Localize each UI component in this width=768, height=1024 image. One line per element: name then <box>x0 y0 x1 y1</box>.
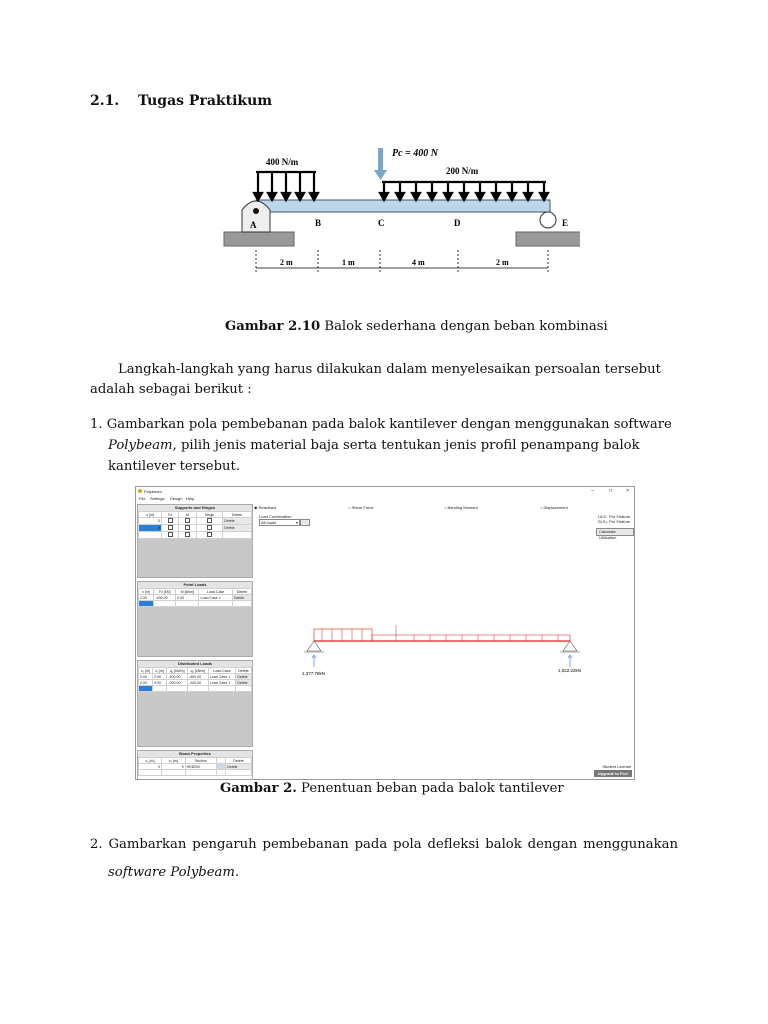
paragraph-line: adalah sebagai berikut : <box>90 382 252 397</box>
sls-value: Pro Feature <box>609 519 631 524</box>
pin-hole <box>253 208 259 214</box>
beam-diagram <box>220 140 580 280</box>
col-header: x [m] <box>139 589 154 595</box>
menu-file[interactable]: File <box>139 496 146 501</box>
list-item-1-line <box>108 435 640 456</box>
cell[interactable]: -400.00 <box>167 674 188 680</box>
reaction-arrows <box>312 655 572 667</box>
maximize-button[interactable]: □ <box>608 488 612 494</box>
cell[interactable]: 9 <box>139 525 162 532</box>
left-panel <box>137 504 253 780</box>
col-header: Delete <box>236 668 252 674</box>
hinge-checkbox[interactable] <box>207 525 212 530</box>
col-header: Load Case <box>208 668 235 674</box>
app-title: Polybeam <box>144 489 162 494</box>
ground-right <box>516 232 580 246</box>
cell[interactable]: 0 <box>139 518 162 525</box>
calculate-utilization-button[interactable]: Calculate Utilization <box>596 528 634 536</box>
license-label: Student License <box>602 764 631 769</box>
cell[interactable]: 0 <box>139 764 162 770</box>
utilization-info <box>598 514 630 524</box>
section-number: 2.1. <box>90 93 120 109</box>
point-loads-table <box>138 588 252 607</box>
udl-right-arrows <box>380 182 548 200</box>
span-label: 2 m <box>496 258 509 267</box>
hinge-checkbox[interactable] <box>207 532 212 537</box>
software-name: software Polybeam <box>108 865 235 880</box>
delete-button[interactable]: Delete <box>236 674 252 680</box>
beam-properties-panel <box>137 750 253 780</box>
refresh-button[interactable] <box>300 519 310 526</box>
cell[interactable]: 0.00 <box>176 595 199 601</box>
list-item-text: , pilih jenis material baja serta tentukan jenis profil penampang balok <box>172 438 640 453</box>
beam-properties-title: Beam Properties <box>138 751 252 757</box>
cell[interactable]: 2.00 <box>153 674 167 680</box>
col-header: x₂ [m] <box>153 668 167 674</box>
radio-label: Shear Force <box>351 505 374 510</box>
radio-label: Reactions <box>258 505 277 510</box>
cell[interactable]: HEB200 <box>185 764 217 770</box>
upgrade-button[interactable]: Upgrade to Pro! <box>594 770 632 777</box>
span-labels <box>280 258 509 267</box>
list-item-2-line: 2. Gambarkan pengaruh pembebanan pada pola defleksi balok dengan menggunakan <box>90 837 678 852</box>
span-label: 4 m <box>412 258 425 267</box>
caption-label: Gambar 2. <box>220 781 297 796</box>
point-label-c: C <box>378 218 385 228</box>
cell[interactable]: Load Case 1 <box>208 674 235 680</box>
point-label-e: E <box>562 218 569 228</box>
table-row[interactable] <box>139 532 252 539</box>
distributed-loads-panel <box>137 660 253 747</box>
delete-button[interactable]: Delete <box>226 764 252 770</box>
radio-label: Bending Moment <box>447 505 478 510</box>
span-label: 1 m <box>342 258 355 267</box>
point-load-label: Pc = 400 N <box>392 148 438 159</box>
software-name: Polybeam <box>108 438 173 453</box>
section-heading <box>90 93 272 109</box>
figure-caption-2 <box>220 781 564 796</box>
col-header: M [kNm] <box>176 589 199 595</box>
ground-left <box>224 232 294 246</box>
close-button[interactable]: × <box>626 488 629 494</box>
point-labels <box>250 218 568 230</box>
cell[interactable]: -200.00 <box>167 680 188 686</box>
sls-label: SLS₁: <box>598 519 609 524</box>
distributed-load-diagram <box>314 629 570 641</box>
udl-left-arrows <box>254 172 318 200</box>
m-checkbox[interactable] <box>185 525 190 530</box>
col-header: M <box>179 512 196 518</box>
udl-right-label: 200 N/m <box>446 166 479 176</box>
point-loads-panel <box>137 581 253 657</box>
radio-reactions[interactable]: ◉ Reactions <box>254 505 277 510</box>
distributed-loads-title: Distributed Loads <box>138 661 252 667</box>
supports-title: Supports and Hinges <box>138 505 252 511</box>
col-header: x₁ [m] <box>139 668 153 674</box>
radio-displacement[interactable]: ○ Displacement <box>540 505 568 510</box>
uls-label: ULS: <box>598 514 607 519</box>
cell[interactable]: Load Case 1 <box>208 680 235 686</box>
radio-bending-moment[interactable]: ○ Bending Moment <box>444 505 478 510</box>
reaction-left-label: 1,377.78kN <box>302 671 326 676</box>
section-title: Tugas Praktikum <box>138 93 273 109</box>
table-row[interactable] <box>139 518 252 525</box>
table-row[interactable] <box>139 686 252 692</box>
cell[interactable]: 0.00 <box>139 674 153 680</box>
list-item-2-line <box>108 862 239 883</box>
hinge-checkbox[interactable] <box>207 518 212 523</box>
load-arrows <box>322 625 558 641</box>
list-item-1-line: 1. Gambarkan pola pembebanan pada balok kantilever dengan menggunakan software <box>90 417 672 432</box>
supports-panel <box>137 504 253 578</box>
point-label-d: D <box>454 218 461 228</box>
roller-support-e <box>540 212 556 228</box>
cell[interactable]: -200.00 <box>187 680 208 686</box>
table-row[interactable] <box>139 601 252 607</box>
m-checkbox[interactable] <box>185 518 190 523</box>
polybeam-screenshot <box>135 486 635 780</box>
caption-text: Balok sederhana dengan beban kombinasi <box>320 319 608 334</box>
fz-checkbox[interactable] <box>168 525 173 530</box>
point-label-a: A <box>250 220 257 230</box>
load-combination-value: All loads <box>261 520 277 525</box>
col-header: x₂ [m] <box>162 758 185 764</box>
point-load-shaft <box>378 148 383 172</box>
cell[interactable]: -400.00 <box>154 595 176 601</box>
col-header: Hinge <box>196 512 223 518</box>
point-label-b: B <box>315 218 322 228</box>
supports-table <box>138 511 252 539</box>
menu-settings[interactable]: Settings <box>150 496 165 501</box>
menu-help[interactable]: Help <box>186 496 195 501</box>
beam-properties-table <box>138 757 252 776</box>
cell[interactable]: 2.00 <box>139 595 154 601</box>
col-header: Delete <box>226 758 252 764</box>
list-item-text: . <box>234 865 240 880</box>
list-item-1-line: kantilever tersebut. <box>108 459 241 474</box>
col-header: x₁ [m] <box>139 758 162 764</box>
point-load-arrowhead <box>374 170 387 180</box>
minimize-button[interactable]: – <box>591 488 594 494</box>
udl-left-label: 400 N/m <box>266 157 299 167</box>
cell[interactable]: Load Case 1 <box>199 595 232 601</box>
delete-button[interactable]: Delete <box>232 595 251 601</box>
table-row[interactable] <box>139 525 252 532</box>
col-header: Delete <box>223 512 252 518</box>
col-header: q₁ [kN/m] <box>167 668 188 674</box>
delete-button[interactable]: Delete <box>236 680 252 686</box>
col-header: x [m] <box>139 512 162 518</box>
fz-checkbox[interactable] <box>168 518 173 523</box>
app-beam-canvas <box>296 617 586 697</box>
load-combination-select[interactable] <box>259 519 300 526</box>
app-titlebar <box>136 487 634 496</box>
paragraph-line: Langkah-langkah yang harus dilakukan dalam menyelesaikan persoalan tersebut <box>118 362 661 377</box>
uls-value: Pro Feature <box>609 514 631 519</box>
fz-checkbox[interactable] <box>168 532 173 537</box>
col-header: Load Case <box>199 589 232 595</box>
app-logo-icon <box>138 489 142 493</box>
m-checkbox[interactable] <box>185 532 190 537</box>
caption-label: Gambar 2.10 <box>225 319 321 334</box>
supports <box>304 641 580 652</box>
chevron-down-icon: ▾ <box>295 520 298 525</box>
radio-shear-force[interactable]: ○ Shear Force <box>348 505 374 510</box>
col-header: Delete <box>232 589 251 595</box>
caption-text: Penentuan beban pada balok tantilever <box>296 781 564 796</box>
menu-design[interactable]: Design <box>170 496 183 501</box>
distributed-loads-table <box>138 667 252 692</box>
load-combination-label: Load Combination <box>259 514 292 519</box>
col-header: q₂ [kN/m] <box>187 668 208 674</box>
app-menubar <box>136 496 634 503</box>
cell[interactable]: -400.00 <box>187 674 208 680</box>
point-loads-title: Point Loads <box>138 582 252 588</box>
reaction-right-label: 1,022.22kN <box>558 668 582 673</box>
col-header: Fz [kN] <box>154 589 176 595</box>
col-header: Fz <box>162 512 179 518</box>
col-header: Section <box>185 758 217 764</box>
span-label: 2 m <box>280 258 293 267</box>
figure-caption-1 <box>225 319 608 334</box>
cell[interactable]: 2.00 <box>139 680 153 686</box>
delete-button[interactable]: Delete <box>223 525 252 532</box>
radio-label: Displacement <box>543 505 568 510</box>
cell[interactable]: 9 <box>162 764 185 770</box>
cell[interactable]: 9.00 <box>153 680 167 686</box>
delete-button[interactable]: Delete <box>223 518 252 525</box>
